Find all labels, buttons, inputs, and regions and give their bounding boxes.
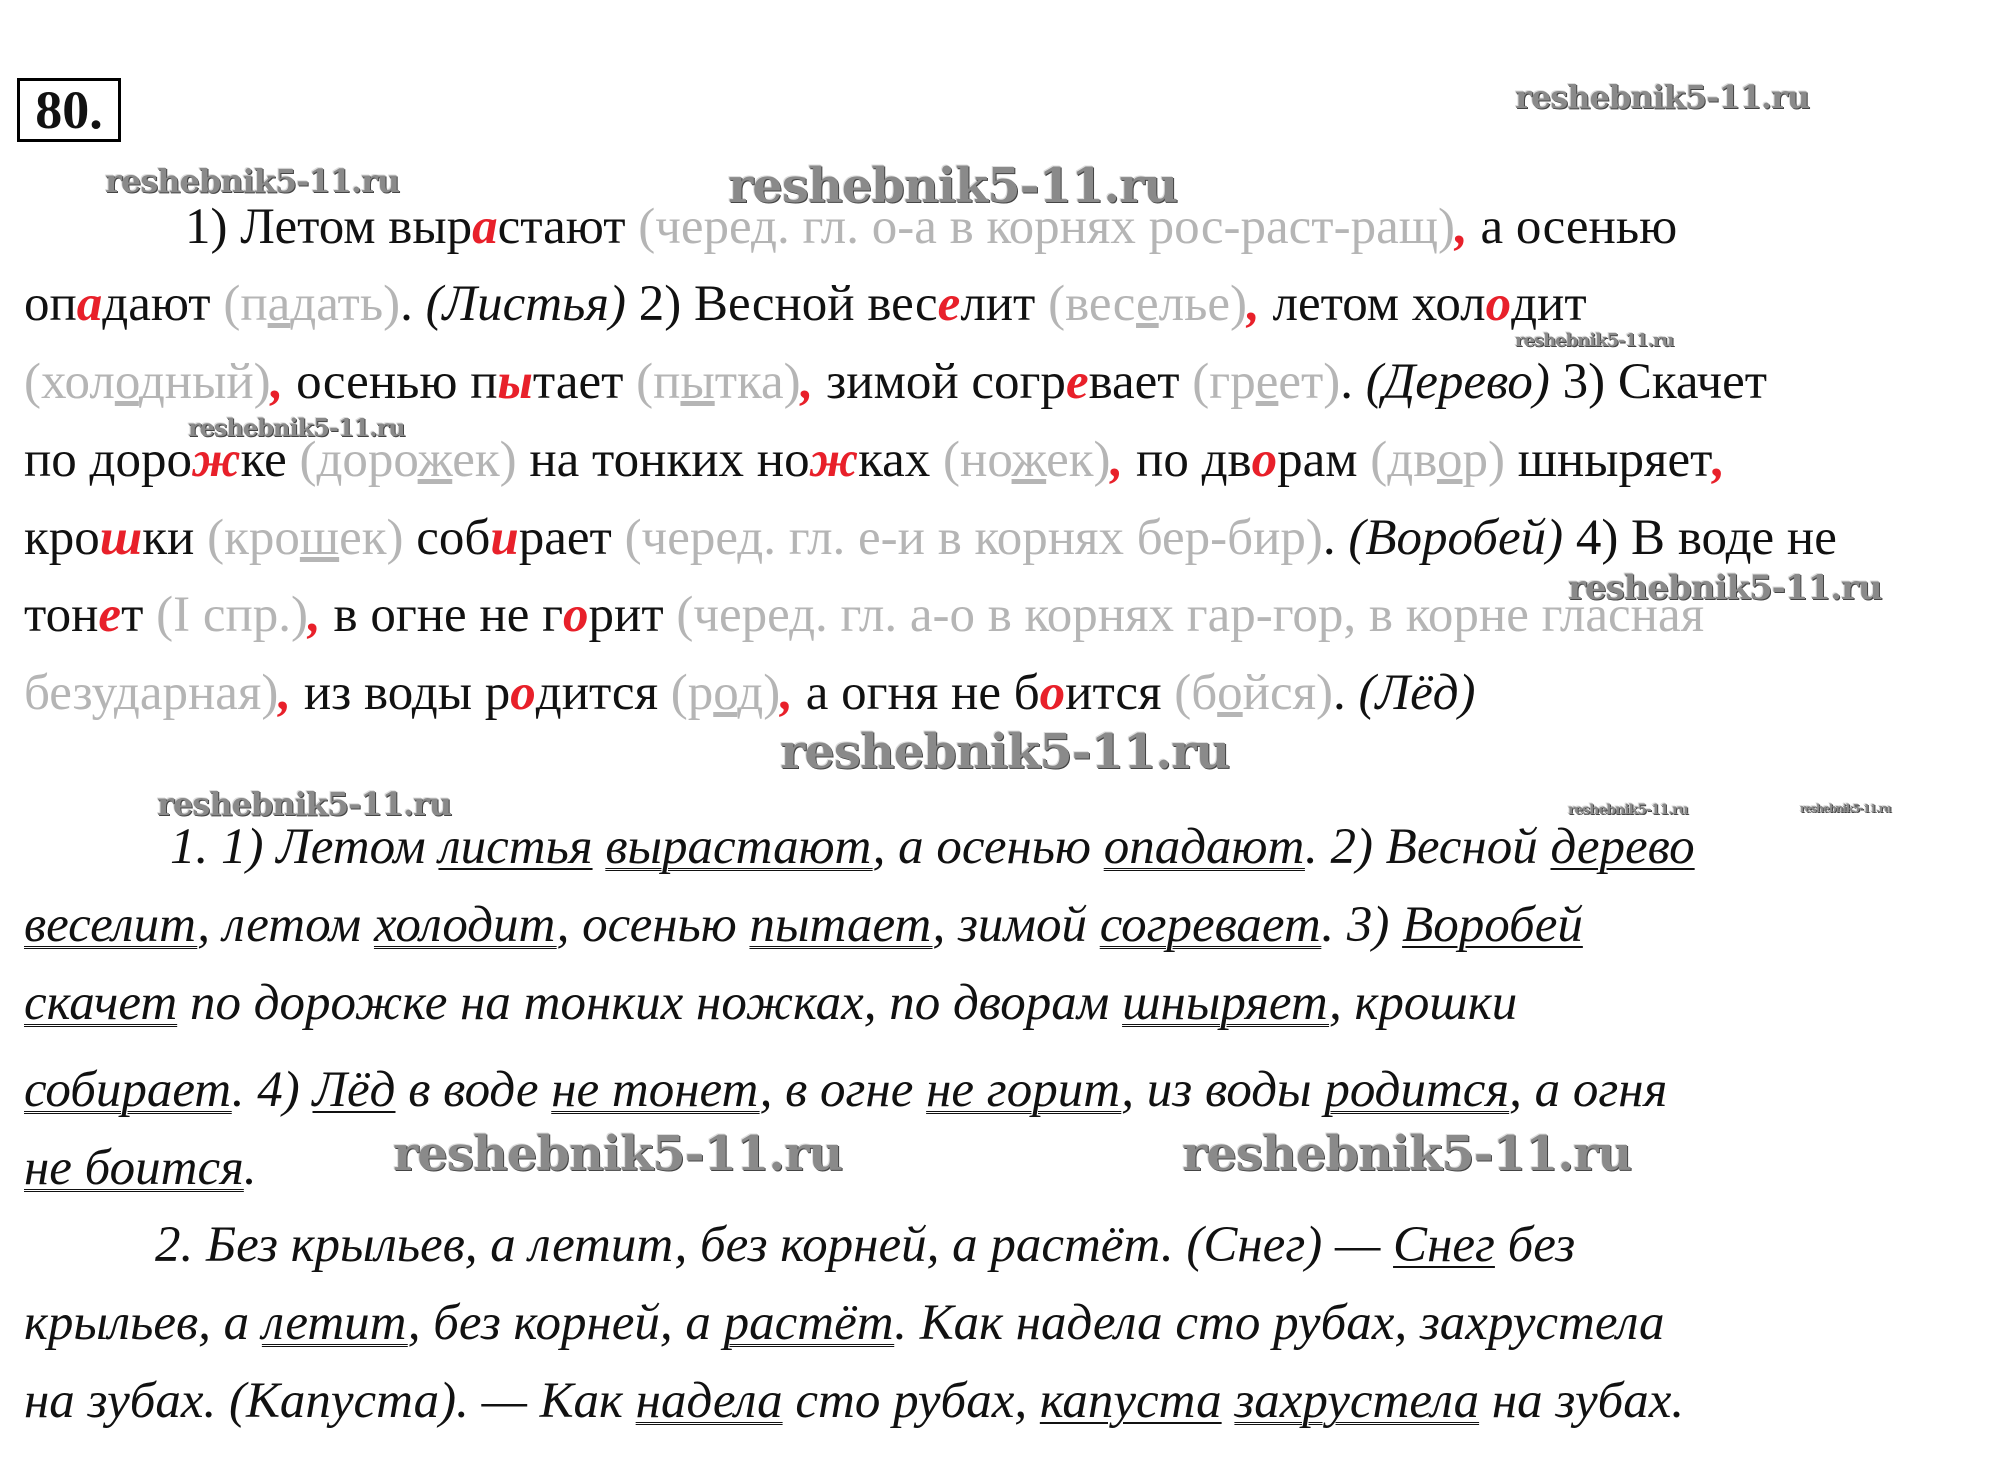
watermark: reshebnik5-11.ru [1515,330,1674,351]
predicate: шныряет [1122,975,1330,1031]
hint: (двор) [1370,432,1505,488]
text: ках [858,432,944,488]
text: 4) В воде не [1563,510,1837,566]
hint: (черед. гл. о-а в корнях рос-раст-ращ) [638,199,1455,255]
predicate: летит [261,1295,408,1351]
text: шныряет [1504,432,1713,488]
watermark: reshebnik5-11.ru [157,785,452,823]
text: , осенью [556,897,750,953]
text: 3) Скачет [1549,354,1768,410]
predicate: холодит [373,897,557,953]
text: . Как надела сто рубах, захрустела [894,1295,1665,1351]
text: , без корней, а [407,1295,724,1351]
text: из воды р [291,665,511,721]
text [1222,1373,1235,1429]
text: лит [960,276,1049,332]
predicate: опадают [1103,819,1305,875]
text: на тонких но [516,432,810,488]
answer: (Листья) [425,276,626,332]
text: . 4) [231,1062,313,1118]
hint: (дорожек) [299,432,517,488]
text: , из воды [1121,1062,1325,1118]
text: 2) Весной вес [625,276,938,332]
riddle-line-7 [24,663,1476,723]
riddle-line-2 [24,274,1587,334]
text: на зубах. (Капуста). — Как [24,1373,636,1429]
watermark: reshebnik5-11.ru [1568,802,1688,818]
text: крыльев, а [24,1295,262,1351]
text: дится [535,665,671,721]
vowel-mark: о [510,665,536,721]
hint: (бойся) [1174,665,1334,721]
vowel-mark: о [563,587,589,643]
comma-mark: , [278,665,292,721]
hint: (холодный) [24,354,271,410]
vowel-mark: а [472,199,498,255]
vowel-mark: е [1065,354,1089,410]
text: летом хол [1259,276,1486,332]
text: рает [518,510,625,566]
consonant-mark: ж [192,432,241,488]
riddle-line-5 [24,508,1837,568]
text: ится [1065,665,1175,721]
text: по доро [24,432,192,488]
predicate: родится [1324,1062,1510,1118]
text: , а огня [1509,1062,1668,1118]
text: т [121,587,157,643]
comma-mark: , [800,354,814,410]
vowel-mark: о [1039,665,1066,721]
hint: (пытка) [636,354,801,410]
riddle-line-1 [185,197,1677,257]
text: без [1494,1217,1576,1273]
text: дит [1511,276,1587,332]
predicate: веселит [24,897,198,953]
subject: Лёд [312,1062,396,1118]
vowel-mark: о [1251,432,1278,488]
text: тон [24,587,99,643]
text [593,819,606,875]
text: стают [497,199,639,255]
vowel-mark: о [1485,276,1512,332]
comma-mark: , [308,587,321,643]
text: сто рубах, [782,1373,1040,1429]
exercise-number: 80. [17,78,121,142]
subject: листья [438,819,593,875]
consonant-mark: ш [99,510,143,566]
text: 1) Летом выр [185,199,473,255]
answer-line-1 [170,817,1695,877]
watermark: reshebnik5-11.ru [1568,568,1882,608]
comma-mark: , [780,665,793,721]
hint: (черед. гл. е-и в корнях бер-бир) [624,510,1323,566]
text: , летом [197,897,374,953]
text: , зимой [932,897,1100,953]
text: зимой согр [813,354,1066,410]
hint: (падать) [223,276,401,332]
vowel-mark: е [98,587,122,643]
text: рит [588,587,677,643]
text: на зубах. [1479,1373,1685,1429]
answer-line-4 [24,1060,1667,1120]
text: , а осенью [872,819,1104,875]
predicate: собирает [24,1062,232,1118]
vowel-mark: и [490,510,519,566]
text: кро [24,510,100,566]
answer-line-7 [24,1293,1665,1353]
predicate: вырастают [605,819,873,875]
predicate: пытает [749,897,933,953]
text: . [1322,510,1349,566]
text: . 3) [1321,897,1403,953]
text: ке [240,432,300,488]
vowel-mark: ы [497,354,533,410]
vowel-mark: е [937,276,961,332]
text: , в огне [759,1062,927,1118]
predicate: не боится [24,1140,244,1196]
answer: (Воробей) [1348,510,1564,566]
watermark: reshebnik5-11.ru [780,724,1230,780]
watermark: reshebnik5-11.ru [1515,78,1810,116]
text: , крошки [1329,975,1518,1031]
hint: (I спр.) [156,587,308,643]
text: дают [102,276,224,332]
watermark: reshebnik5-11.ru [1800,802,1891,815]
text: в огне не г [320,587,564,643]
subject: дерево [1550,819,1695,875]
hint: безударная) [24,665,279,721]
answer-line-3 [24,973,1517,1033]
text: . 2) Весной [1304,819,1551,875]
answer-line-8 [24,1371,1684,1431]
hint: (крошек) [207,510,404,566]
subject: капуста [1039,1373,1222,1429]
answer: (Дерево) [1365,354,1550,410]
answer-line-6 [155,1215,1575,1275]
vowel-mark: а [76,276,103,332]
predicate: растёт [723,1295,895,1351]
comma-mark: , [1110,432,1124,488]
watermark: reshebnik5-11.ru [1182,1126,1632,1182]
predicate: не горит [926,1062,1122,1118]
text: осенью п [283,354,498,410]
text: тает [532,354,637,410]
hint: (веселье) [1048,276,1248,332]
comma-mark: , [1712,432,1726,488]
subject: Воробей [1402,897,1583,953]
comma-mark: , [1247,276,1260,332]
text: в воде [395,1062,552,1118]
comma-mark: , [1454,199,1468,255]
answer: (Лёд) [1358,665,1476,721]
text: . [400,276,426,332]
subject: Снег [1393,1217,1495,1273]
answer-line-2 [24,895,1583,955]
text: . [243,1140,257,1196]
predicate: скачет [24,975,178,1031]
riddle-line-3 [24,352,1767,412]
predicate: согревает [1099,897,1322,953]
text: по дв [1123,432,1252,488]
text: а осенью [1467,199,1678,255]
watermark: reshebnik5-11.ru [105,162,400,200]
answer-line-5 [24,1138,257,1198]
hint: (греет) [1192,354,1341,410]
riddle-line-4 [24,430,1725,490]
text: . [1340,354,1366,410]
text: а огня не б [792,665,1040,721]
text: рам [1277,432,1371,488]
predicate: надела [635,1373,783,1429]
watermark: reshebnik5-11.ru [188,413,405,442]
predicate: захрустела [1234,1373,1480,1429]
text: 2. Без крыльев, а летит, без корней, а растёт. (Снег) — [155,1217,1394,1273]
text: . [1333,665,1359,721]
predicate: не тонет [551,1062,760,1118]
watermark: reshebnik5-11.ru [393,1126,843,1182]
watermark: reshebnik5-11.ru [728,158,1178,214]
text: по дорожке на тонких ножках, по дворам [177,975,1123,1031]
text: ки [142,510,208,566]
text: оп [24,276,77,332]
comma-mark: , [270,354,284,410]
text: вает [1088,354,1193,410]
hint: (ножек) [943,432,1111,488]
riddle-line-6 [24,585,1704,645]
hint: (черед. гл. а-о в корнях гар-гор, в корне гласная [676,587,1705,643]
hint: (род) [670,665,781,721]
consonant-mark: ж [809,432,859,488]
text: 1. 1) Летом [170,819,439,875]
text: соб [403,510,491,566]
